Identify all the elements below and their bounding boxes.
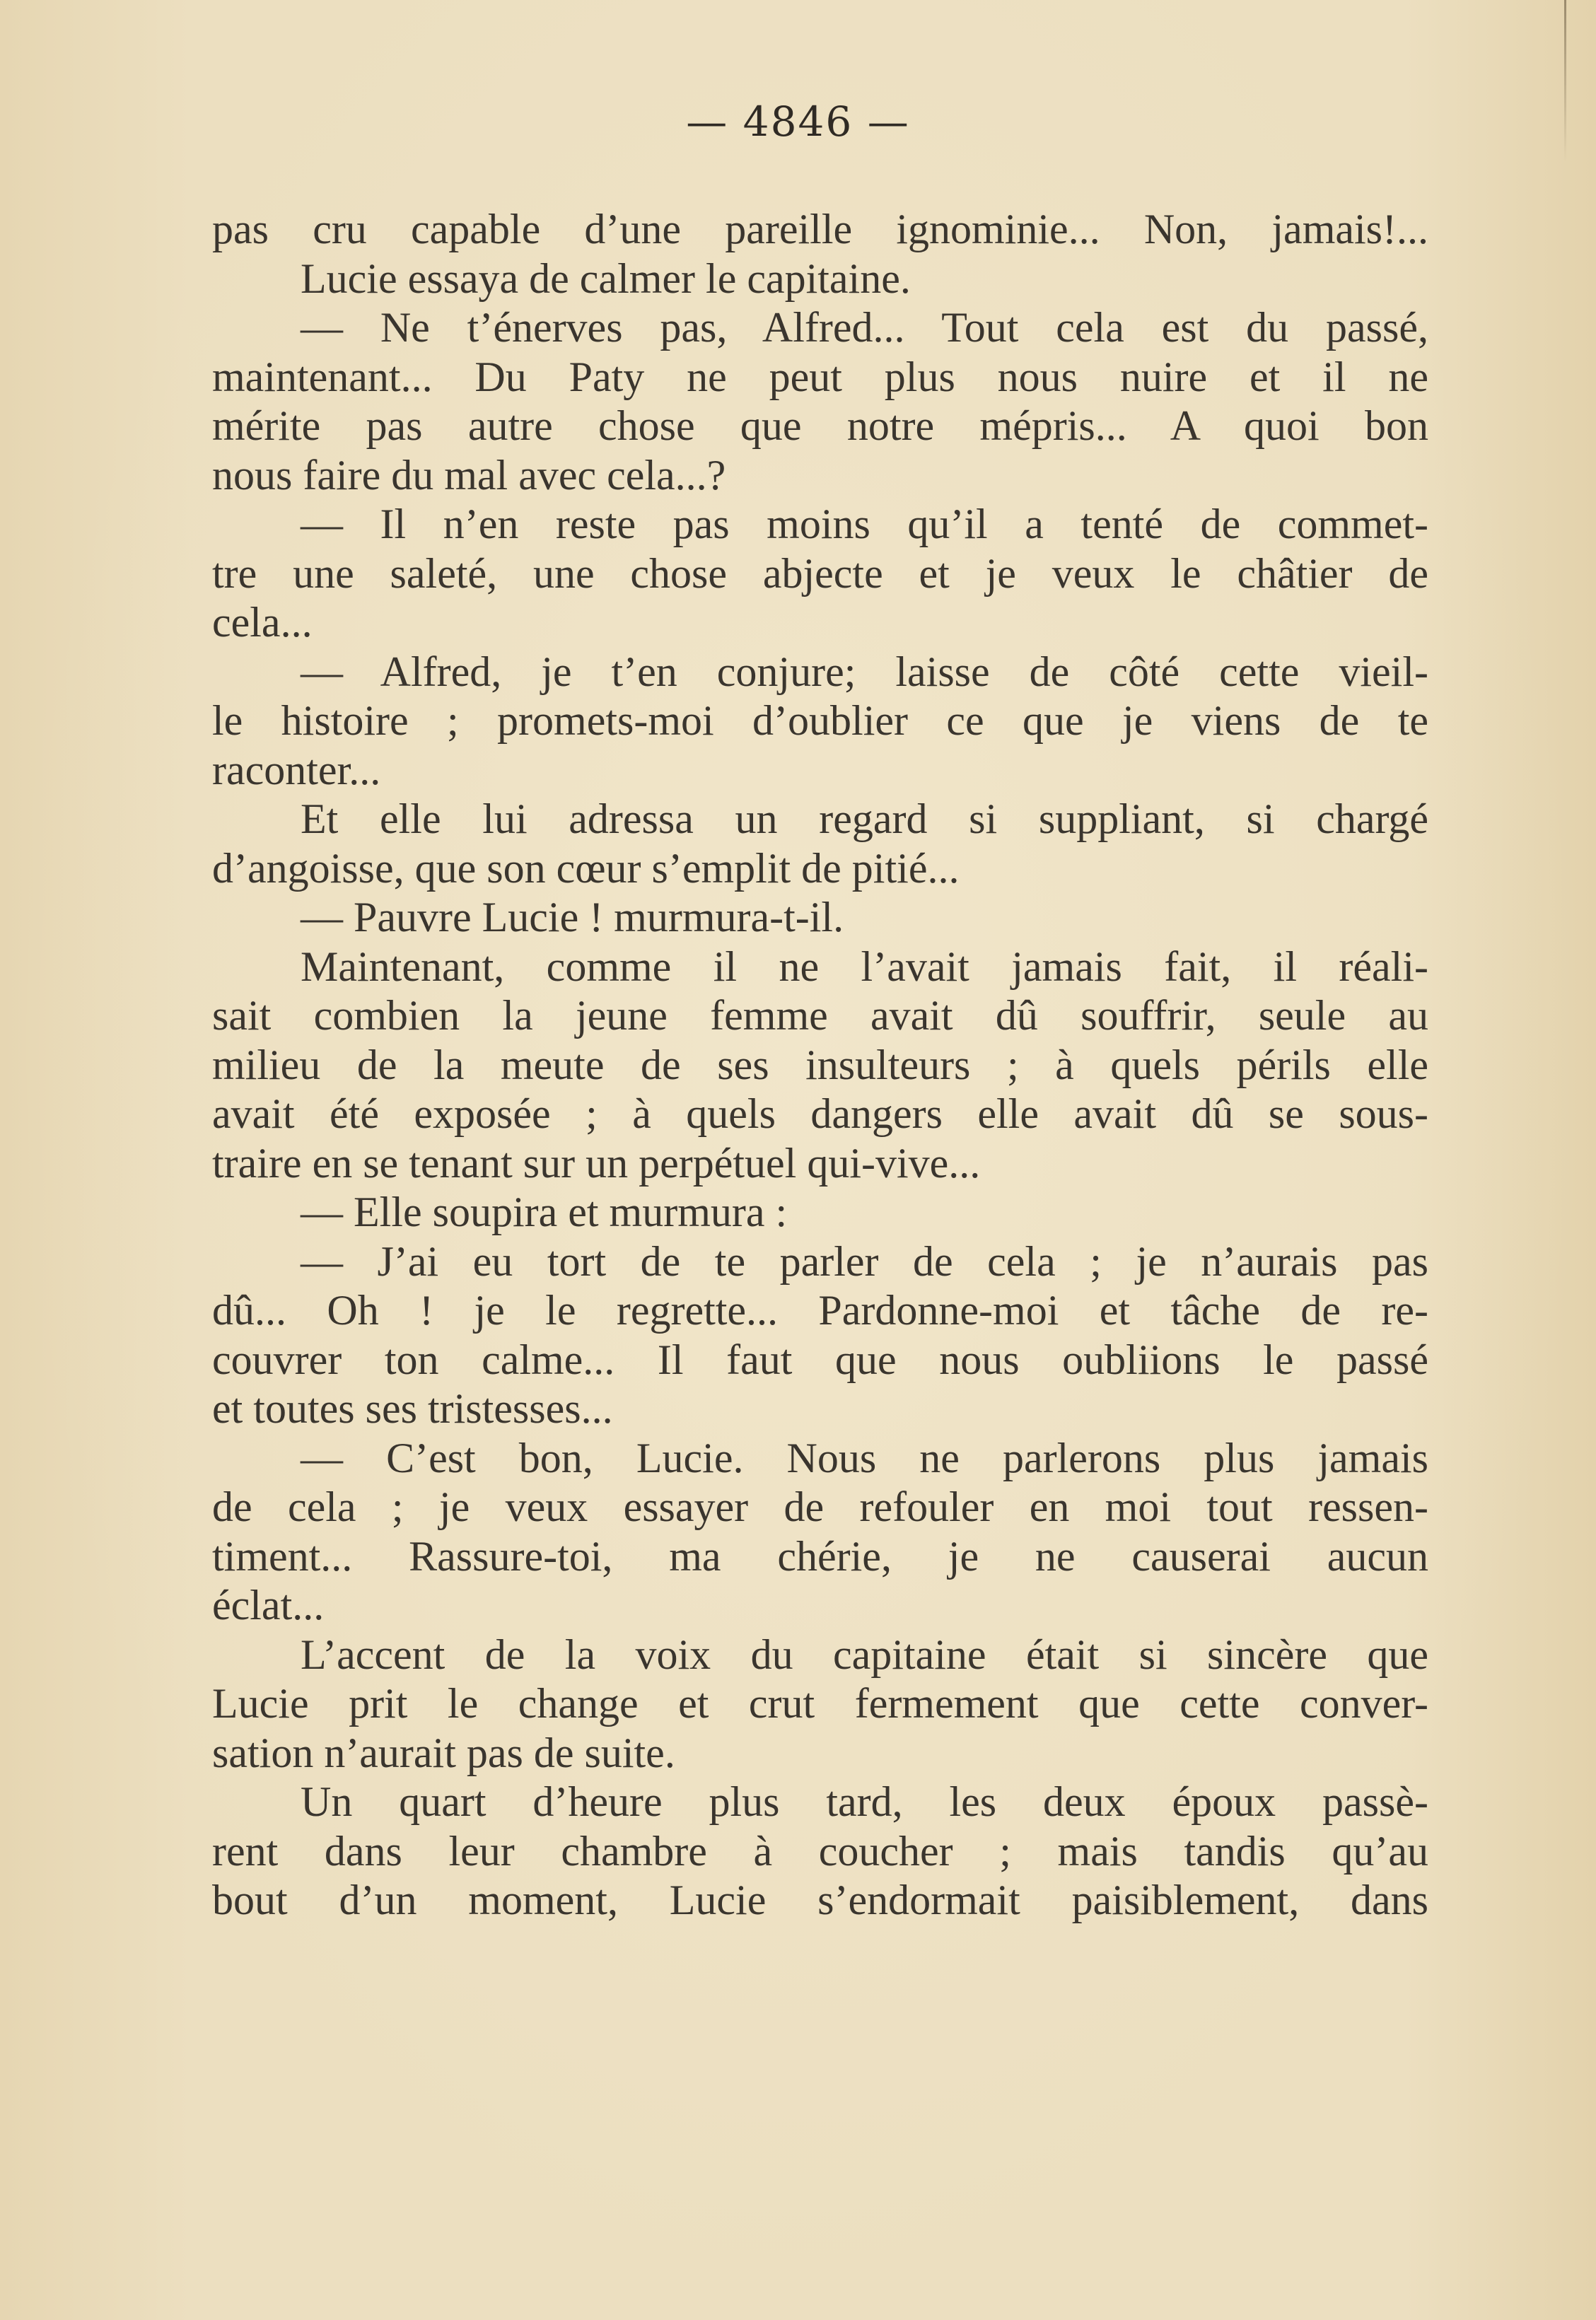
text-line: raconter... (212, 746, 381, 793)
text-line: — Il n’en reste pas moins qu’il a tenté de commet- (301, 501, 1428, 547)
text-line: maintenant... Du Paty ne peut plus nous nuire et il ne (212, 353, 1428, 400)
text-line: cela... (212, 599, 313, 646)
text-line: — C’est bon, Lucie. Nous ne parlerons plus jamais (301, 1434, 1428, 1481)
text-line: Lucie essaya de calmer le capitaine. (301, 255, 911, 302)
text-line: — Pauvre Lucie ! murmura-t-il. (301, 894, 844, 940)
page-number: — 4846 — (686, 98, 910, 146)
text-line: bout d’un moment, Lucie s’endormait paisiblement, dans (212, 1877, 1428, 1923)
text-line: milieu de la meute de ses insulteurs ; à quels périls elle (212, 1041, 1428, 1088)
text-line: — Ne t’énerves pas, Alfred... Tout cela est du passé, (301, 304, 1428, 351)
text-line: d’angoisse, que son cœur s’emplit de pitié... (212, 844, 960, 892)
text-line: Maintenant, comme il ne l’avait jamais fait, il réali- (301, 943, 1428, 990)
text-line: sation n’aurait pas de suite. (212, 1729, 675, 1776)
text-line: Lucie prit le change et crut fermement que cette conver- (212, 1680, 1428, 1727)
text-line: — Elle soupira et murmura : (301, 1189, 788, 1235)
text-line: pas cru capable d’une pareille ignominie... Non, jamais!... (212, 206, 1428, 252)
text-line: timent... Rassure-toi, ma chérie, je ne causerai aucun (212, 1532, 1428, 1580)
text-line: de cela ; je veux essayer de refouler en moi tout ressen- (212, 1483, 1428, 1530)
text-line: dû... Oh ! je le regrette... Pardonne-moi et tâche de re- (212, 1287, 1428, 1334)
text-line: — Alfred, je t’en conjure; laisse de côté cette vieil- (301, 648, 1428, 695)
text-line: Un quart d’heure plus tard, les deux époux passè- (301, 1778, 1428, 1825)
text-line: L’accent de la voix du capitaine était si sincère que (301, 1631, 1428, 1678)
text-line: éclat... (212, 1582, 325, 1628)
body-text (212, 205, 1428, 1925)
text-line: avait été exposée ; à quels dangers elle avait dû se sous- (212, 1090, 1428, 1137)
text-line: — J’ai eu tort de te parler de cela ; je n’aurais pas (301, 1237, 1428, 1285)
text-line: Et elle lui adressa un regard si suppliant, si chargé (301, 795, 1428, 842)
text-line: nous faire du mal avec cela...? (212, 451, 726, 499)
text-line: couvrer ton calme... Il faut que nous oubliions le passé (212, 1336, 1428, 1383)
text-line: rent dans leur chambre à coucher ; mais tandis qu’au (212, 1827, 1428, 1875)
text-line: sait combien la jeune femme avait dû souffrir, seule au (212, 992, 1428, 1039)
text-line: tre une saleté, une chose abjecte et je veux le châtier de (212, 549, 1428, 597)
text-line: traire en se tenant sur un perpétuel qui-vive... (212, 1139, 981, 1187)
text-line: et toutes ses tristesses... (212, 1385, 613, 1432)
text-line: le histoire ; promets-moi d’oublier ce que je viens de te (212, 697, 1428, 744)
text-line: mérite pas autre chose que notre mépris... A quoi bon (212, 402, 1428, 449)
